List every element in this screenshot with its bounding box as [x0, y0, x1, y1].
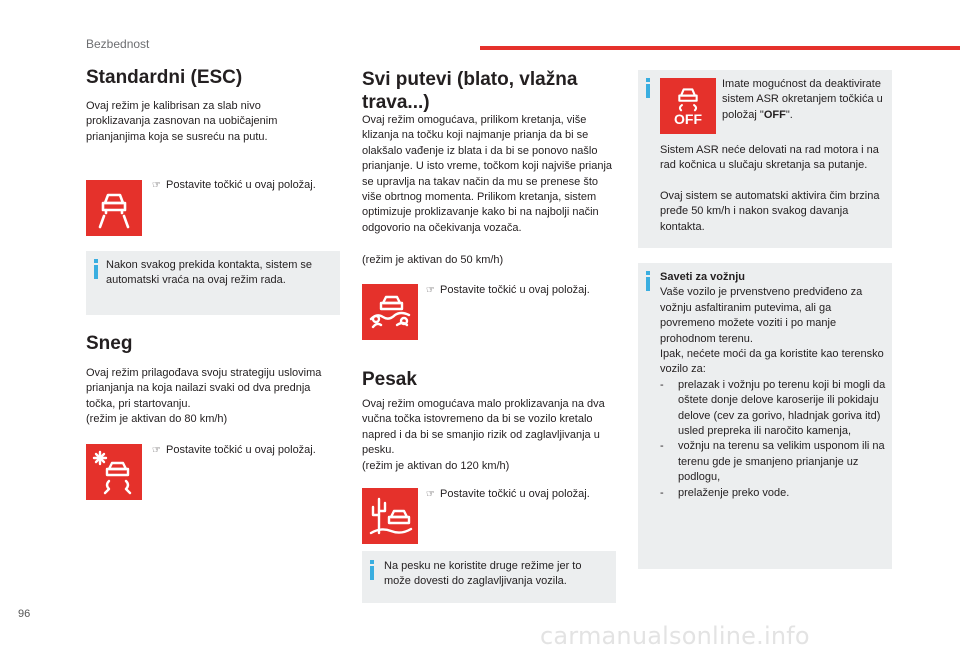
- tips-title: Saveti za vožnju: [660, 271, 745, 283]
- mud-mode-text: Ovaj režim omogućava, prilikom kretanja, više klizanja na točku koji najmanje prianja da bi se olakšalo vađenje iz blata i da bi se ponovo našlo prianjanje. U isto vreme, točkom koji najviše prianja se upravlja na takav način da mu se prenese što više obrtnog momenta. Prilikom kretanja, sistem optimizuje proklizavanje kako bi na najbolji način odgovorio na očekivanja vozača.: [362, 114, 613, 234]
- esc-standard-icon: [86, 180, 142, 236]
- list-item: - prelaženje preko vode.: [660, 486, 888, 501]
- tips-text-2: Ipak, nećete moći da ga koristite kao terensko vozilo za:: [660, 348, 884, 376]
- snow-mode-range: (režim je aktivan do 80 km/h): [86, 413, 228, 425]
- bullet-arrow-icon: ☞: [152, 180, 161, 191]
- section-title: Bezbednost: [86, 37, 150, 51]
- tips-list: [660, 378, 888, 501]
- snow-mode-title: Sneg: [86, 333, 133, 354]
- bullet-arrow-icon: ☞: [152, 445, 161, 456]
- header-accent-bar: [480, 46, 960, 50]
- asr-text-2: Ovaj sistem se automatski aktivira čim brzina pređe 50 km/h i nakon svakog davanja kontakta.: [660, 190, 880, 233]
- asr-text-1: Sistem ASR neće delovati na rad motora i na rad kočnica u slučaju skretanja sa putanje.: [660, 144, 879, 172]
- mud-instruction: ☞ Postavite točkić u ovaj položaj.: [426, 284, 590, 296]
- mud-mode-range: (režim je aktivan do 50 km/h): [362, 254, 504, 266]
- info-mark-icon: [646, 271, 650, 291]
- info-mark-icon: [646, 78, 650, 98]
- asr-intro: Imate mogućnost da deaktivirate sistem ASR okretanjem točkića u položaj "OFF".: [722, 78, 883, 121]
- sand-mode-icon: [362, 488, 418, 544]
- bullet-arrow-icon: ☞: [426, 489, 435, 500]
- sand-mode-title: Pesak: [362, 369, 417, 390]
- asr-off-icon: [660, 78, 716, 134]
- info-mark-icon: [370, 560, 374, 580]
- sand-instruction: ☞ Postavite točkić u ovaj položaj.: [426, 488, 590, 500]
- asr-off-icon-label: OFF: [674, 111, 702, 127]
- note-box-standard: [86, 251, 340, 315]
- snow-mode-text: Ovaj režim prilagođava svoju strategiju uslovima prianjanja na koja nailazi svaki od dva prednja točka, pri startovanju.: [86, 367, 322, 410]
- standard-instruction: ☞ Postavite točkić u ovaj položaj.: [152, 179, 316, 191]
- note-box-sand: [362, 551, 616, 603]
- standard-mode-title: Standardni (ESC): [86, 67, 243, 88]
- watermark: carmanualsonline.info: [540, 622, 810, 650]
- mud-mode-title: Svi putevi (blato, vlažna trava...): [362, 69, 578, 113]
- asr-info-box: [638, 70, 892, 248]
- bullet-arrow-icon: ☞: [426, 285, 435, 296]
- driving-tips-box: [638, 263, 892, 569]
- tips-text-1: Vaše vozilo je prvenstveno predviđeno za vožnju asfaltiranim putevima, ali ga povremeno možete voziti i po manje prohodnom terenu.: [660, 286, 863, 345]
- mud-mode-icon: [362, 284, 418, 340]
- snow-instruction: ☞ Postavite točkić u ovaj položaj.: [152, 444, 316, 456]
- snow-mode-icon: [86, 444, 142, 500]
- standard-mode-text: Ovaj režim je kalibrisan za slab nivo proklizavanja zasnovan na uobičajenim prianjanjima koja se susreću na putu.: [86, 100, 278, 143]
- note-text: Na pesku ne koristite druge režime jer to može dovesti do zaglavljivanja vozila.: [384, 560, 582, 588]
- sand-mode-text: Ovaj režim omogućava malo proklizavanja na dva vučna točka istovremeno da bi se vozilo kretalo napred i da bi se smanjio rizik od zaglavljivanja u pesku.: [362, 398, 605, 457]
- sand-mode-range: (režim je aktivan do 120 km/h): [362, 460, 510, 472]
- list-item: - prelazak i vožnju po terenu koji bi mogli da oštete donje delove karoserije ili pokidaju delove (cev za gorivo, hladnjak goriva itd) usled prepreka ili naročito kamenja,: [660, 378, 888, 440]
- info-mark-icon: [94, 259, 98, 279]
- list-item: - vožnju na terenu sa velikim usponom ili na terenu gde je smanjeno prianjanje uz podlogu,: [660, 439, 888, 485]
- note-text: Nakon svakog prekida kontakta, sistem se automatski vraća na ovaj režim rada.: [106, 259, 313, 287]
- page-number: 96: [18, 608, 31, 620]
